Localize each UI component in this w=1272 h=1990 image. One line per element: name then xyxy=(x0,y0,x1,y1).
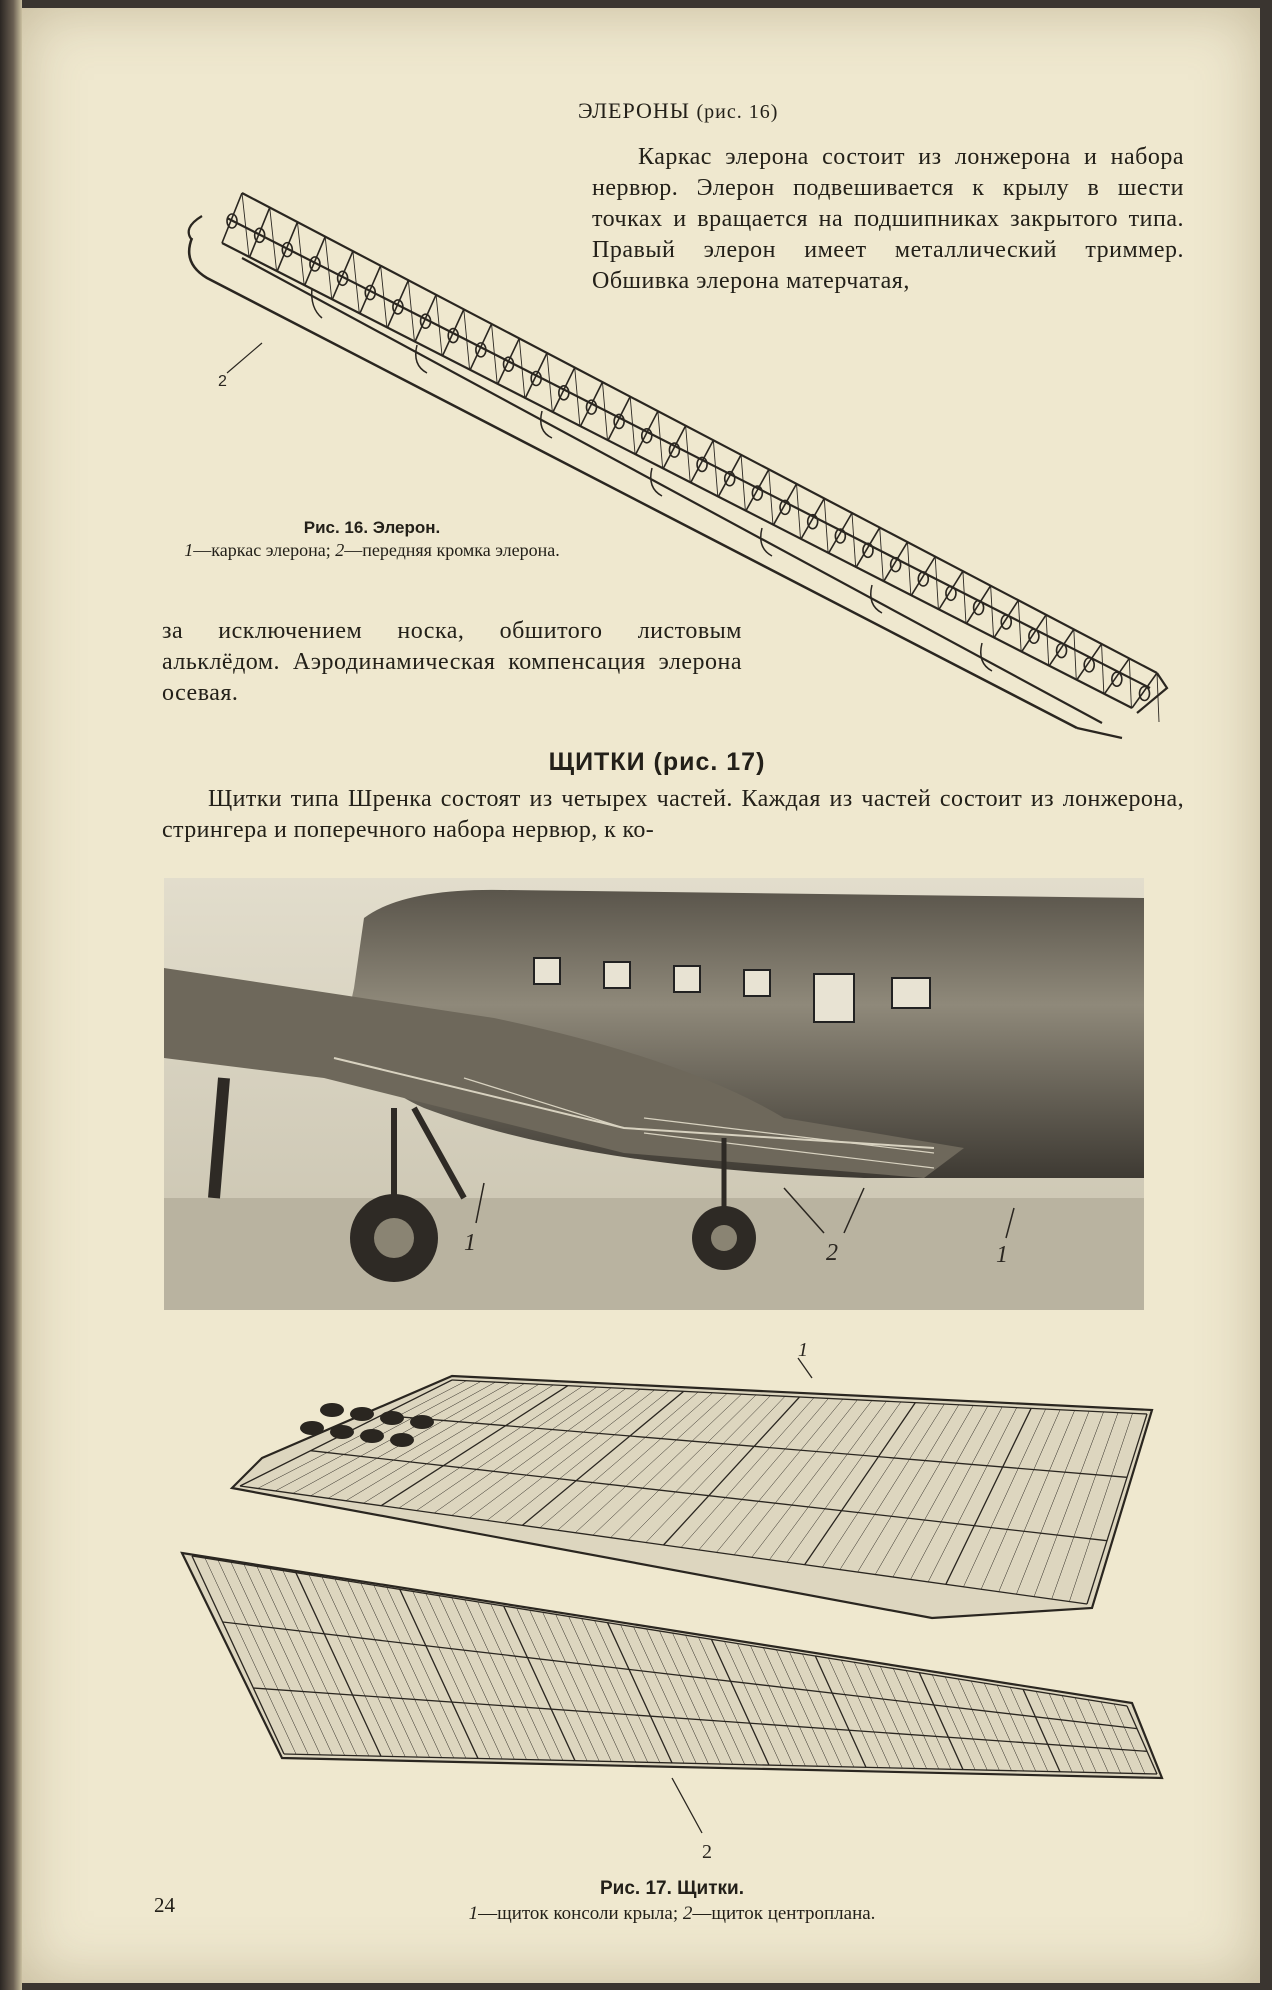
photo-callout-1-right: 1 xyxy=(996,1242,1008,1268)
fig16-num-1: 1 xyxy=(184,540,194,560)
fig17-num-1: 1 xyxy=(468,1903,479,1924)
fig16-item-1: —каркас элерона; xyxy=(193,540,331,560)
fig17-item-1: —щиток консоли крыла; xyxy=(478,1903,679,1924)
flaps-paragraph: Щитки типа Шренка состоят из четырех частей. Каждая из частей состоит из лонжерона, стрингера и поперечного набора нервюр, к ко- xyxy=(162,786,1184,843)
fig17-title: Рис. 17. Щитки. xyxy=(600,1878,744,1899)
heading-flaps xyxy=(492,748,822,777)
fig16-item-2: —передняя кромка элерона. xyxy=(344,540,560,560)
fig17-num-2: 2 xyxy=(682,1903,693,1924)
fig17-item-2: —щиток центроплана. xyxy=(692,1903,876,1924)
photo-callout-2: 2 xyxy=(826,1240,838,1266)
fig17-callout-1: 1 xyxy=(798,1339,808,1361)
heading-flaps-text: ЩИТКИ xyxy=(548,748,646,776)
heading-ailerons-text: ЭЛЕРОНЫ xyxy=(578,98,690,123)
heading-flaps-ref: (рис. 17) xyxy=(653,748,766,776)
fig16-callout-2: 2 xyxy=(218,373,227,390)
photo-callout-1-left: 1 xyxy=(464,1230,476,1256)
aileron-paragraph-continued: за исключением носка, обшитого листовым альклёдом. Аэродинамическая компенсация элерона осевая. xyxy=(162,618,742,706)
fig16-title: Рис. 16. Элерон. xyxy=(303,518,441,537)
fig17-callout-2: 2 xyxy=(702,1841,712,1863)
flaps-figure xyxy=(172,1328,1192,1868)
heading-ailerons-ref: (рис. 16) xyxy=(696,101,779,123)
book-page xyxy=(22,8,1260,1983)
book-spine xyxy=(0,0,22,1990)
heading-ailerons xyxy=(578,98,778,124)
page-number: 24 xyxy=(154,1893,175,1917)
fig16-num-2: 2 xyxy=(335,540,345,560)
aileron-paragraph: Каркас элерона состоит из лонжерона и набора нервюр. Элерон подвешивается к крылу в шести точках и вращается на подшипниках закрытого типа. Правый элерон имеет металлический триммер. Обшивка элерона матерчатая, xyxy=(592,144,1184,294)
fig17-caption xyxy=(222,1876,1122,1926)
airplane-photo xyxy=(164,878,1144,1310)
fig16-caption xyxy=(162,516,582,562)
